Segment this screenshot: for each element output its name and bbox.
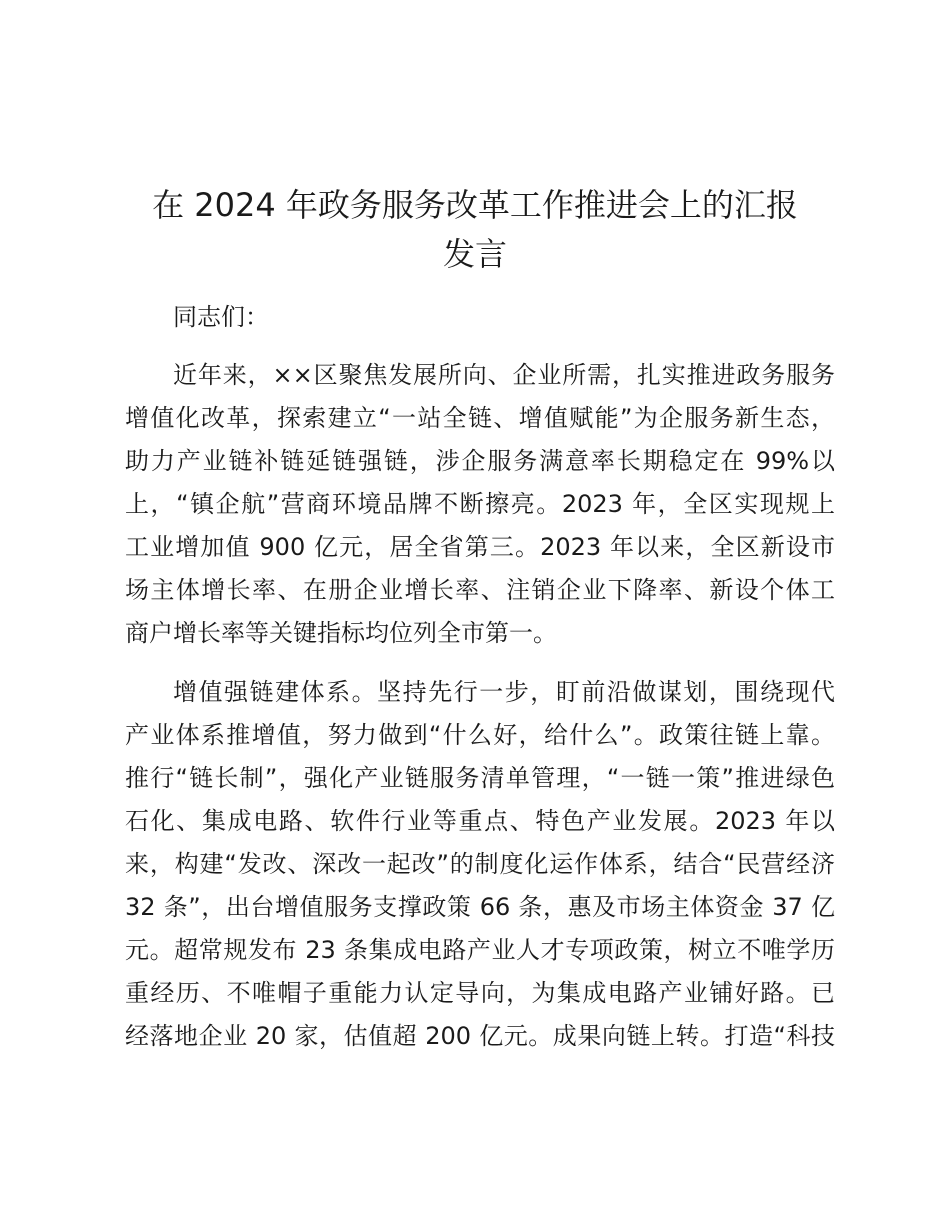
document-title-line-2: 发言 xyxy=(442,235,507,273)
paragraph-1-line: 商户增长率等关键指标均位列全市第一。 xyxy=(125,619,557,647)
paragraph-1-line: 上，“镇企航”营商环境品牌不断擦亮。2023 年，全区实现规上 xyxy=(125,490,835,518)
paragraph-2-line: 经落地企业 20 家，估值超 200 亿元。成果向链上转。打造“科技 xyxy=(125,1022,835,1050)
paragraph-1-line: 场主体增长率、在册企业增长率、注销企业下降率、新设个体工 xyxy=(125,576,835,604)
document-title-line-1: 在 2024 年政务服务改革工作推进会上的汇报 xyxy=(152,186,798,224)
paragraph-1-line: 助力产业链补链延链强链，涉企服务满意率长期稳定在 99%以 xyxy=(125,447,835,475)
paragraph-2-line: 石化、集成电路、软件行业等重点、特色产业发展。2023 年以 xyxy=(125,807,835,835)
paragraph-2-line: 来，构建“发改、深改一起改”的制度化运作体系，结合“民营经济 xyxy=(125,850,835,878)
greeting: 同志们： xyxy=(173,303,269,331)
paragraph-2-line: 32 条”，出台增值服务支撑政策 66 条，惠及市场主体资金 37 亿 xyxy=(125,893,835,921)
paragraph-2-line: 推行“链长制”，强化产业链服务清单管理，“一链一策”推进绿色 xyxy=(125,764,835,792)
paragraph-2-line: 元。超常规发布 23 条集成电路产业人才专项政策，树立不唯学历 xyxy=(125,936,835,964)
paragraph-1-line: 工业增加值 900 亿元，居全省第三。2023 年以来，全区新设市 xyxy=(125,533,835,561)
paragraph-2-line: 重经历、不唯帽子重能力认定导向，为集成电路产业铺好路。已 xyxy=(125,979,835,1007)
paragraph-2-line: 增值强链建体系。坚持先行一步，盯前沿做谋划，围绕现代 xyxy=(173,678,835,706)
paragraph-2-line: 产业体系推增值，努力做到“什么好，给什么”。政策往链上靠。 xyxy=(125,721,835,749)
paragraph-1-line: 近年来，××区聚焦发展所向、企业所需，扎实推进政务服务 xyxy=(173,361,835,389)
paragraph-1-line: 增值化改革，探索建立“一站全链、增值赋能”为企服务新生态， xyxy=(125,404,835,432)
